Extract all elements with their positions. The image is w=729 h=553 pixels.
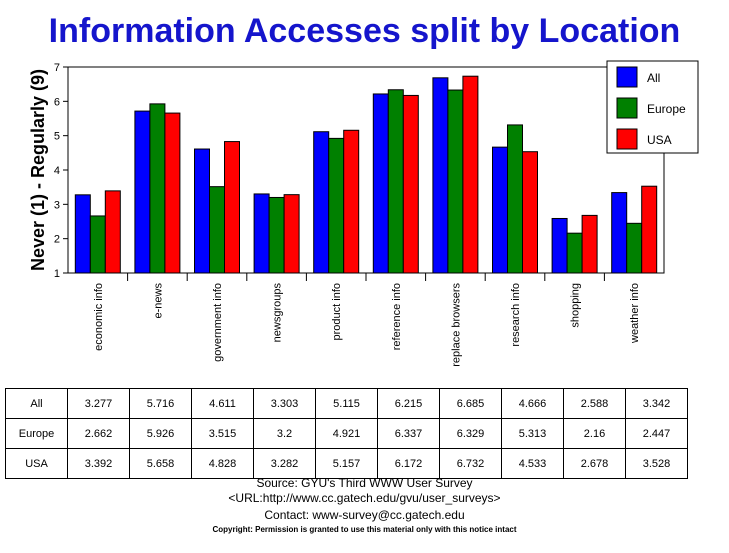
y-tick-label: 7: [53, 62, 60, 74]
bar-usa: [642, 186, 657, 273]
y-tick-label: 6: [53, 96, 60, 109]
bar-europe: [567, 233, 582, 273]
y-axis-title: Never (1) - Regularly (9): [28, 68, 48, 272]
x-category-label: newsgroups: [271, 283, 284, 343]
y-tick-label: 1: [53, 268, 60, 280]
table-cell: 2.16: [564, 419, 626, 449]
bar-all: [75, 195, 90, 273]
footer-url: <URL:http://www.cc.gatech.edu/gvu/user_surveys>: [228, 491, 501, 505]
table-cell: 6.732: [440, 449, 502, 479]
legend-swatch-usa: [617, 129, 637, 149]
table-cell: 3.2: [254, 419, 316, 449]
bar-all: [433, 78, 448, 273]
bar-europe: [329, 138, 344, 273]
table-cell: 2.447: [626, 419, 688, 449]
table-cell: 3.392: [68, 449, 130, 479]
x-category-label: shopping: [569, 283, 582, 328]
table-cell: 2.588: [564, 389, 626, 419]
legend-swatch-all: [617, 67, 637, 87]
table-cell: 6.215: [378, 389, 440, 419]
bar-europe: [388, 90, 403, 273]
bar-europe: [210, 187, 225, 273]
table-cell: 3.277: [68, 389, 130, 419]
bar-europe: [627, 223, 642, 273]
table-cell: 6.172: [378, 449, 440, 479]
bar-europe: [150, 104, 165, 273]
table-cell: 4.921: [316, 419, 378, 449]
bar-usa: [403, 95, 418, 273]
footer-source: Source: GYU's Third WWW User Survey: [256, 476, 473, 490]
table-cell: 5.313: [502, 419, 564, 449]
table-cell: 3.303: [254, 389, 316, 419]
table-cell: 5.658: [130, 449, 192, 479]
bar-europe: [90, 216, 105, 273]
table-cell: 4.828: [192, 449, 254, 479]
bar-usa: [582, 215, 597, 273]
bar-usa: [165, 113, 180, 273]
table-cell: 3.342: [626, 389, 688, 419]
table-cell: 2.662: [68, 419, 130, 449]
legend-swatch-europe: [617, 98, 637, 118]
y-tick-label: 2: [53, 233, 60, 246]
legend-label-europe: Europe: [647, 102, 686, 116]
footer-copyright: Copyright: Permission is granted to use this material only with this notice intact: [212, 525, 517, 534]
y-tick-label: 5: [53, 130, 60, 143]
bar-usa: [344, 130, 359, 273]
bar-all: [612, 193, 627, 273]
x-category-label: product info: [331, 283, 344, 341]
table-cell: 3.282: [254, 449, 316, 479]
bar-all: [195, 149, 210, 273]
bar-all: [493, 147, 508, 273]
table-cell: 3.515: [192, 419, 254, 449]
table-row: [6, 449, 688, 479]
bar-europe: [269, 197, 284, 273]
table-cell: 6.685: [440, 389, 502, 419]
chart-title: Information Accesses split by Location: [48, 12, 681, 50]
bar-usa: [105, 191, 120, 273]
table-cell: 6.329: [440, 419, 502, 449]
table-row: [6, 389, 688, 419]
x-category-label: economic info: [92, 283, 105, 351]
table-cell: 5.926: [130, 419, 192, 449]
bar-usa: [225, 142, 240, 273]
bar-usa: [463, 76, 478, 273]
bar-usa: [284, 195, 299, 273]
table-row: [6, 419, 688, 449]
footer-contact: Contact: www-survey@cc.gatech.edu: [264, 508, 465, 522]
table-cell: 6.337: [378, 419, 440, 449]
legend-label-usa: USA: [647, 133, 672, 147]
table-cell: 2.678: [564, 449, 626, 479]
table-cell: 4.533: [502, 449, 564, 479]
bar-europe: [508, 125, 523, 273]
table-cell: 5.157: [316, 449, 378, 479]
table-cell: 5.115: [316, 389, 378, 419]
bar-all: [552, 218, 567, 273]
x-category-label: research info: [510, 283, 522, 347]
table-cell: 4.611: [192, 389, 254, 419]
table-cell: 4.666: [502, 389, 564, 419]
x-category-label: government info: [212, 283, 224, 362]
bar-all: [314, 132, 329, 273]
table-row-header: USA: [6, 449, 68, 479]
x-category-label: weather info: [629, 283, 642, 343]
table-row-header: All: [6, 389, 68, 419]
bar-all: [373, 94, 388, 273]
y-tick-label: 3: [53, 199, 60, 212]
legend-label-all: All: [647, 71, 661, 85]
table-cell: 5.716: [130, 389, 192, 419]
bar-usa: [523, 152, 538, 273]
table-cell: 3.528: [626, 449, 688, 479]
y-tick-label: 4: [53, 165, 60, 177]
data-table: [5, 388, 688, 479]
bar-all: [135, 111, 150, 273]
bar-europe: [448, 90, 463, 273]
x-category-label: replace browsers: [450, 283, 463, 367]
bar-all: [254, 194, 269, 273]
x-category-label: e-news: [152, 283, 165, 319]
x-category-label: reference info: [390, 283, 403, 351]
table-row-header: Europe: [6, 419, 68, 449]
